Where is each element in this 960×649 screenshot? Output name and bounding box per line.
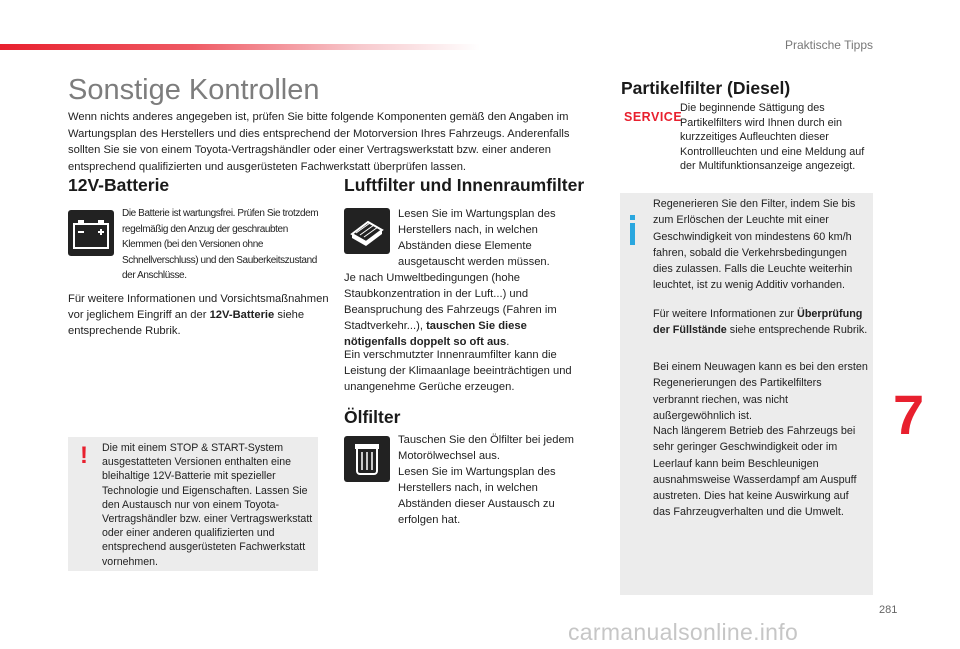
air-filter-icon [344, 208, 390, 254]
air-filter-heading: Luftfilter und Innenraumfilter [344, 175, 585, 195]
particle-filter-info-2: Für weitere Informationen zur Überprüfung der Füllstände siehe entsprechende Rubrik. [653, 308, 868, 337]
air-filter-text-2: Je nach Umweltbedingungen (hohe Staubkonzentration in der Luft...) und Beanspruchung des Fahrzeugs (Fahren im Stadtverkehr...), tauschen Sie diese nötigenfalls doppelt so oft aus. [344, 272, 557, 348]
page-title: Sonstige Kontrollen [68, 74, 320, 106]
air-filter-text-1: Lesen Sie im Wartungsplan des Herstellers nach, in welchen Abständen diese Elemente ausgetauscht werden müssen. [398, 208, 556, 268]
oil-filter-text-2: Lesen Sie im Wartungsplan des Herstellers nach, in welchen Abständen dieser Austausch zu erfolgen hat. [398, 466, 556, 526]
battery-heading: 12V-Batterie [68, 175, 170, 195]
warning-mark-icon: ! [80, 442, 88, 469]
page-number: 281 [879, 604, 898, 616]
oil-filter-icon [344, 436, 390, 482]
oil-filter-heading: Ölfilter [344, 407, 401, 427]
particle-filter-heading: Partikelfilter (Diesel) [621, 78, 791, 98]
info-icon [630, 223, 635, 245]
battery-icon [68, 210, 114, 256]
header-accent-bar [0, 44, 480, 50]
battery-more-info: Für weitere Informationen und Vorsichtsmaßnahmen vor jeglichem Eingriff an der 12V-Batterie siehe entsprechende Rubrik. [68, 293, 329, 337]
battery-note: Die Batterie ist wartungsfrei. Prüfen Sie trotzdem regelmäßig den Anzug der geschraubten Klemmen (bei den Versionen ohne Schnellverschluss) und den Sauberkeitszustand der Anschlüsse. [122, 208, 319, 281]
section-title: Praktische Tipps [784, 38, 873, 52]
info-icon-dot [630, 215, 635, 220]
particle-filter-info-1: Regenerieren Sie den Filter, indem Sie bis zum Erlöschen der Leuchte mit einer Geschwindigkeit von mindestens 60 km/h fahren, sobald die Verkehrsbedingungen dies zulassen. Falls die Leuchte weiterhin leuchtet, ist zu wenig Additiv vorhanden. [653, 198, 856, 292]
particle-filter-text: Die beginnende Sättigung des Partikelfilters wird Ihnen durch ein kurzzeitiges Aufleuchten dieser Kontrollleuchten und eine Meldung auf der Multifunktionsanzeige angezeigt. [680, 102, 865, 172]
service-warning-icon: SERVICE [624, 110, 683, 124]
battery-warning-text: Die mit einem STOP & START-System ausgestatteten Versionen enthalten eine bleihaltige 12V-Batterie mit spezieller Technologie und Eigenschaften. Lassen Sie den Austausch nur von einem Toyota-Vertragshändler bzw. einer Vertragswerkstatt oder einer anderen qualifizierten und entsprechend ausgerüsteten Fachwerkstatt vornehmen. [102, 442, 313, 568]
air-filter-text-3: Ein verschmutzter Innenraumfilter kann die Leistung der Klimaanlage beeinträchtigen und unangenehme Gerüche erzeugen. [344, 349, 572, 393]
oil-filter-text-1: Tauschen Sie den Ölfilter bei jedem Motorölwechsel aus. [398, 434, 574, 462]
particle-filter-info-3: Bei einem Neuwagen kann es bei den ersten Regenerierungen des Partikelfilters verbrannt riechen, was nicht außergewöhnlich ist. [653, 361, 868, 422]
chapter-number: 7 [893, 383, 925, 446]
particle-filter-info-4: Nach längerem Betrieb des Fahrzeugs bei sehr geringer Geschwindigkeit oder im Leerlauf kann beim Beschleunigen ausnahmsweise Wasserdampf am Auspuff austreten. Dies hat keine Auswirkung auf das Fahrzeugverhalten und die Umwelt. [653, 425, 857, 519]
intro-text: Wenn nichts anderes angegeben ist, prüfen Sie bitte folgende Komponenten gemäß den Angaben im Wartungsplan des Herstellers und dies entsprechend der Motorversion Ihres Fahrzeugs. Anderenfalls sollten Sie sie von einem Toyota-Vertragshändler oder einer Vertragswerkstatt bzw. einer anderen entsprechend qualifizierten und ausgerüsteten Fachwerkstatt überprüfen lassen. [68, 111, 570, 173]
watermark: carmanualsonline.info [568, 619, 799, 645]
